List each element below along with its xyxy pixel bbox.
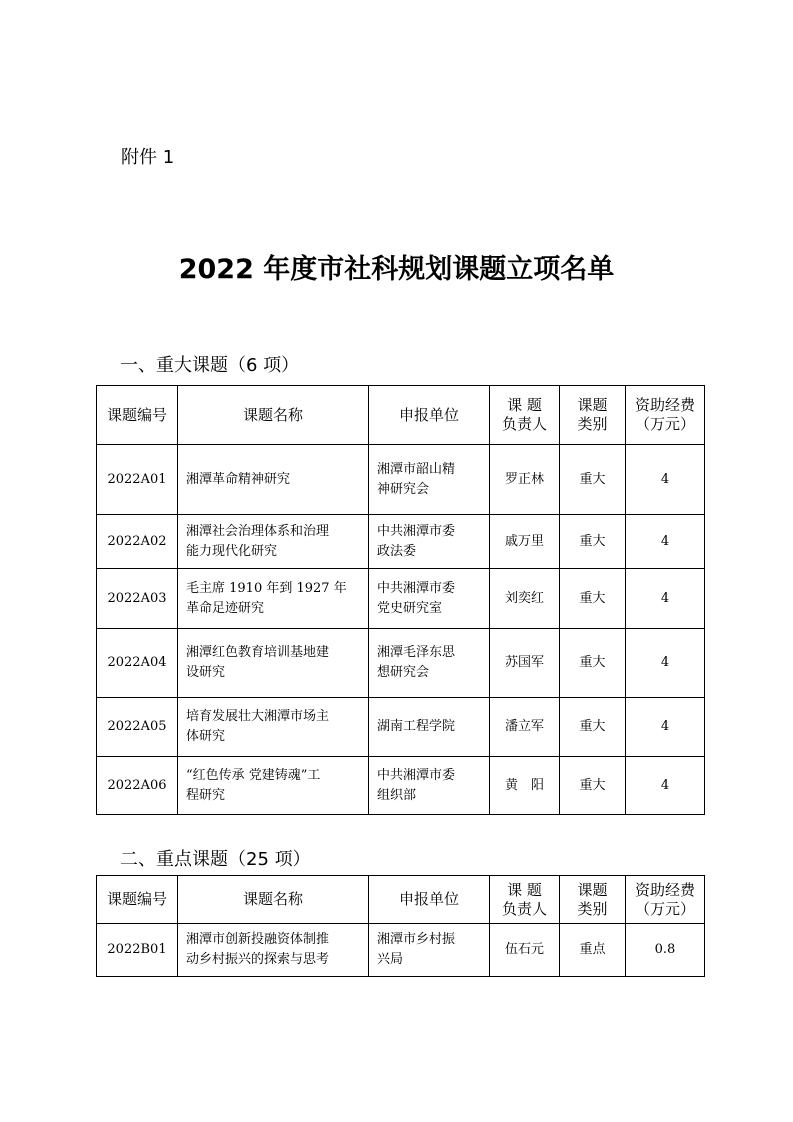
header-unit: 申报单位 (369, 386, 490, 445)
header-leader: 课 题 负责人 (490, 876, 560, 924)
cell-category: 重大 (560, 445, 626, 515)
cell-code: 2022A04 (97, 629, 178, 698)
header-unit: 申报单位 (369, 876, 490, 924)
table-row (97, 698, 705, 757)
cell-name: 湘潭市创新投融资体制推 动乡村振兴的探索与思考 (178, 924, 369, 977)
major-projects-table (96, 385, 705, 815)
key-projects-table (96, 875, 705, 977)
cell-category: 重大 (560, 629, 626, 698)
cell-name: 培育发展壮大湘潭市场主 体研究 (178, 698, 369, 757)
cell-name: 毛主席 1910 年到 1927 年 革命足迹研究 (178, 569, 369, 629)
cell-funding: 4 (626, 445, 705, 515)
cell-unit: 中共湘潭市委 组织部 (369, 757, 490, 815)
cell-category: 重点 (560, 924, 626, 977)
cell-unit: 湘潭市韶山精 神研究会 (369, 445, 490, 515)
header-leader: 课 题 负责人 (490, 386, 560, 445)
table-row (97, 515, 705, 569)
cell-code: 2022A03 (97, 569, 178, 629)
cell-name: “红色传承 党建铸魂”工 程研究 (178, 757, 369, 815)
cell-funding: 4 (626, 698, 705, 757)
cell-funding: 4 (626, 757, 705, 815)
cell-code: 2022A02 (97, 515, 178, 569)
cell-leader: 潘立军 (490, 698, 560, 757)
cell-code: 2022A05 (97, 698, 178, 757)
cell-name: 湘潭革命精神研究 (178, 445, 369, 515)
cell-category: 重大 (560, 757, 626, 815)
header-funding: 资助经费 （万元） (626, 386, 705, 445)
cell-unit: 中共湘潭市委 党史研究室 (369, 569, 490, 629)
cell-code: 2022A01 (97, 445, 178, 515)
header-name: 课题名称 (178, 876, 369, 924)
table-row (97, 924, 705, 977)
table-row (97, 445, 705, 515)
header-category: 课题 类别 (560, 386, 626, 445)
attachment-label: 附件 1 (121, 147, 175, 168)
cell-funding: 4 (626, 569, 705, 629)
cell-unit: 湖南工程学院 (369, 698, 490, 757)
cell-leader: 黄 阳 (490, 757, 560, 815)
cell-unit: 湘潭市乡村振 兴局 (369, 924, 490, 977)
table-row (97, 569, 705, 629)
cell-code: 2022A06 (97, 757, 178, 815)
cell-funding: 4 (626, 515, 705, 569)
cell-category: 重大 (560, 698, 626, 757)
table-header-row (97, 876, 705, 924)
header-code: 课题编号 (97, 386, 178, 445)
table-row (97, 757, 705, 815)
document-title: 2022 年度市社科规划课题立项名单 (178, 254, 615, 285)
cell-leader: 苏国军 (490, 629, 560, 698)
cell-leader: 罗正林 (490, 445, 560, 515)
header-code: 课题编号 (97, 876, 178, 924)
cell-category: 重大 (560, 515, 626, 569)
table-header-row (97, 386, 705, 445)
section-heading-major: 一、重大课题（6 项） (120, 355, 300, 376)
cell-funding: 0.8 (626, 924, 705, 977)
cell-leader: 戚万里 (490, 515, 560, 569)
header-category: 课题 类别 (560, 876, 626, 924)
cell-unit: 中共湘潭市委 政法委 (369, 515, 490, 569)
cell-funding: 4 (626, 629, 705, 698)
header-funding: 资助经费 （万元） (626, 876, 705, 924)
header-name: 课题名称 (178, 386, 369, 445)
cell-name: 湘潭社会治理体系和治理 能力现代化研究 (178, 515, 369, 569)
cell-leader: 刘奕红 (490, 569, 560, 629)
section-heading-key: 二、重点课题（25 项） (120, 849, 311, 870)
cell-name: 湘潭红色教育培训基地建 设研究 (178, 629, 369, 698)
cell-category: 重大 (560, 569, 626, 629)
cell-unit: 湘潭毛泽东思 想研究会 (369, 629, 490, 698)
cell-code: 2022B01 (97, 924, 178, 977)
table-row (97, 629, 705, 698)
cell-leader: 伍石元 (490, 924, 560, 977)
